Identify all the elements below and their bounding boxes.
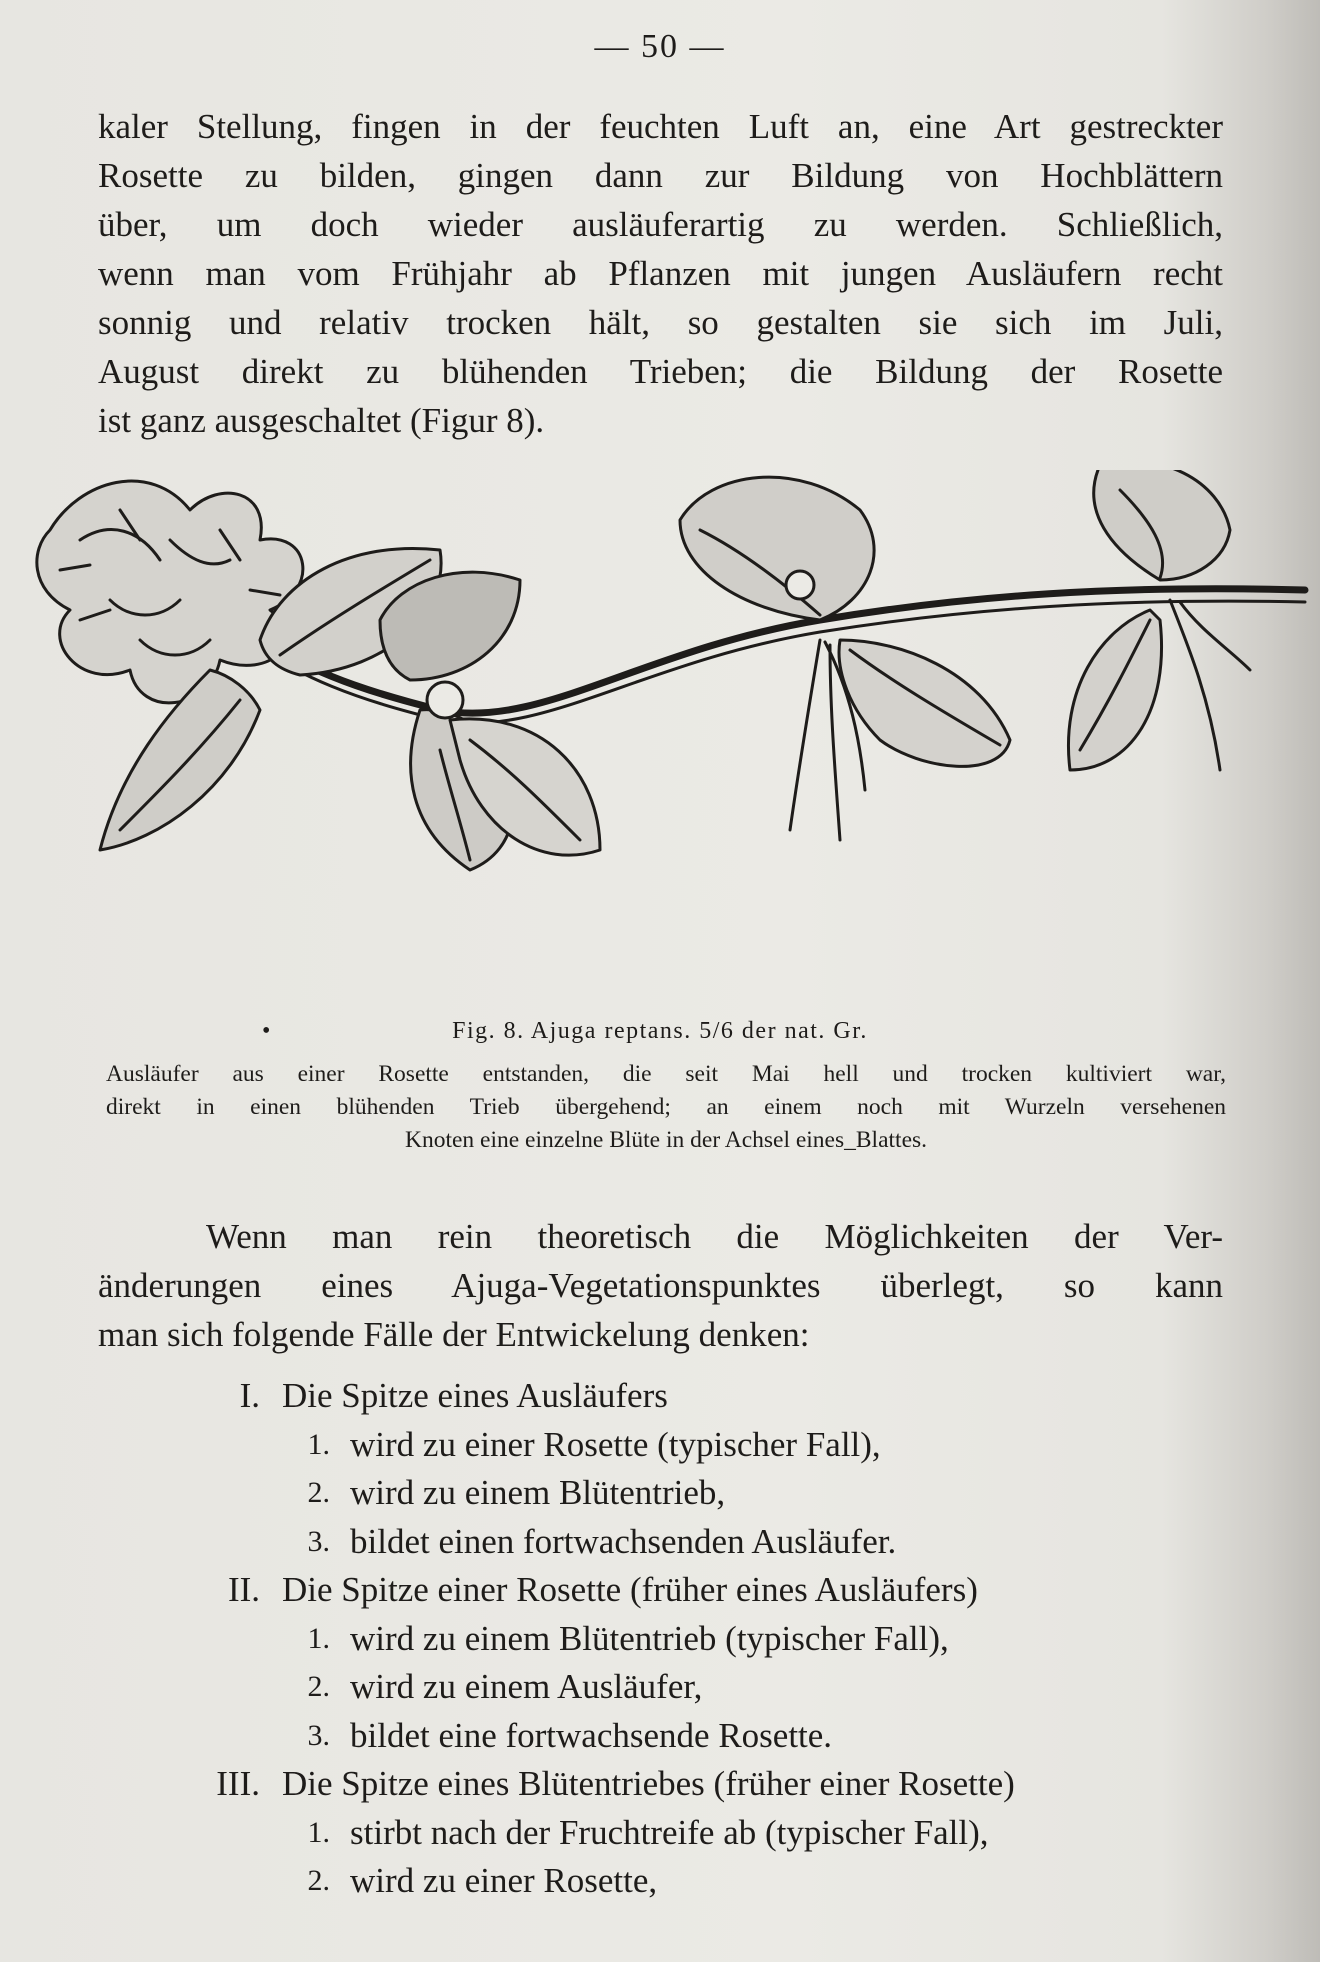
outline-text: wird zu einer Rosette (typischer Fall), [350,1424,881,1464]
text-line: sonnig und relativ trocken hält, so gestalten sie sich im Juli, [98,303,1223,342]
outline-number: 1. [307,1621,330,1655]
outline-item [0,1566,1320,1615]
ajuga-reptans-drawing [20,470,1310,1010]
outline-item [0,1372,1320,1421]
figure-illustration [20,470,1310,1010]
text-line: ist ganz ausgeschaltet (Figur 8). [98,401,545,440]
outline-number: 3. [307,1524,330,1558]
outline-text: bildet einen fortwachsenden Ausläufer. [350,1521,897,1561]
outline-number: 1. [307,1815,330,1849]
caption-bullet: • [262,1018,272,1044]
outline-text: Die Spitze einer Rosette (früher eines Ausläufers) [282,1570,978,1609]
text-line: über, um doch wieder ausläuferartig zu werden. Schließlich, [98,205,1223,244]
outline-number: 2. [307,1670,330,1703]
outline-subitem [0,1663,1320,1712]
outline-subitem [0,1712,1320,1761]
outline-text: stirbt nach der Fruchtreife ab (typischer Fall), [350,1812,989,1852]
outline-number: 1. [307,1427,330,1461]
outline-number: 2. [307,1476,330,1509]
caption-line: Knoten eine einzelne Blüte in der Achsel eines_Blattes. [404,1127,928,1153]
outline-text: wird zu einem Blütentrieb (typischer Fall), [350,1618,949,1658]
outline-subitem [0,1857,1320,1906]
caption-line: Ausläufer aus einer Rosette entstanden, die seit Mai hell und trocken kultiviert war, [106,1061,1226,1087]
figure-caption-title [0,1018,1320,1045]
text-line: änderungen eines Ajuga-Vegetationspunktes überlegt, so kann [98,1266,1223,1305]
text-line: man sich folgende Fälle der Entwickelung denken: [98,1315,810,1354]
outline-text: Die Spitze eines Blütentriebes (früher einer Rosette) [282,1764,1015,1803]
outline-number: 2. [307,1864,330,1897]
outline-item [0,1760,1320,1809]
text-line: Wenn man rein theoretisch die Möglichkeiten der Ver- [206,1217,1223,1256]
page-number: — 50 — [594,28,726,65]
outline-subitem [0,1809,1320,1858]
caption-title-text: Fig. 8. Ajuga reptans. 5/6 der nat. Gr. [452,1018,868,1044]
text-line: Rosette zu bilden, gingen dann zur Bildung von Hochblättern [98,156,1223,195]
text-line: August direkt zu blühenden Trieben; die Bildung der Rosette [98,352,1223,391]
outline-number: III. [216,1764,260,1803]
outline-subitem [0,1615,1320,1664]
outline-subitem [0,1469,1320,1518]
outline-number: I. [239,1376,260,1415]
outline-text: wird zu einem Blütentrieb, [350,1473,726,1512]
outline-number: II. [227,1570,260,1609]
text-line: kaler Stellung, fingen in der feuchten Luft an, eine Art gestreckter [98,107,1223,146]
paragraph-continuation [98,102,1223,445]
text-line: wenn man vom Frühjahr ab Pflanzen mit jungen Ausläufern recht [98,254,1223,293]
outline-subitem [0,1518,1320,1567]
caption-line: direkt in einen blühenden Trieb übergehend; an einem noch mit Wurzeln versehenen [106,1094,1226,1120]
outline-number: 3. [307,1718,330,1752]
figure-caption-text [106,1058,1226,1157]
possibilities-outline [0,1372,1320,1906]
outline-text: bildet eine fortwachsende Rosette. [350,1715,833,1755]
outline-text: wird zu einem Ausläufer, [350,1667,703,1706]
outline-text: wird zu einer Rosette, [350,1861,658,1900]
outline-subitem [0,1421,1320,1470]
paragraph-possibilities [98,1212,1223,1359]
outline-text: Die Spitze eines Ausläufers [282,1376,668,1415]
